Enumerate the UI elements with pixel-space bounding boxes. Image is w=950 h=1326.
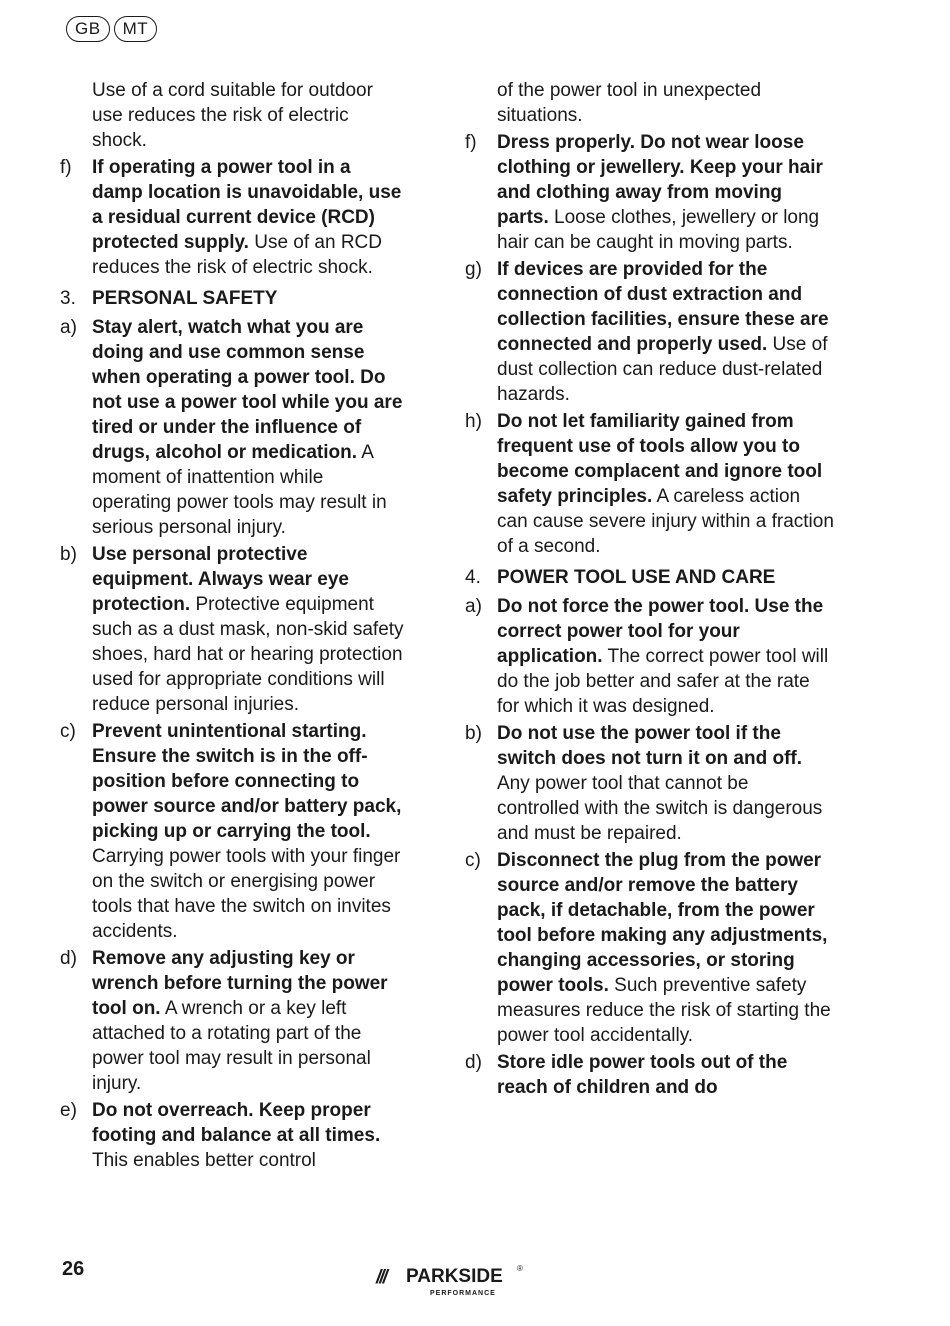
section-title: PERSONAL SAFETY: [92, 288, 278, 309]
item-label: f): [465, 132, 477, 153]
section-number: 3.: [60, 288, 76, 309]
item-explanation: Use of dust collection can reduce dust-related hazards.: [497, 334, 828, 405]
item-instruction: Do not let familiarity gained from frequent use of tools allow you to become complacent and ignore tool safety principles.: [497, 411, 823, 507]
item-explanation: The correct power tool will do the job better and safer at the rate for which it was designed.: [497, 646, 829, 717]
item-label: e): [60, 1100, 77, 1121]
list-item-c: [465, 848, 835, 1048]
item-explanation: A careless action can cause severe injury within a fraction of a second.: [497, 486, 834, 557]
item-explanation: Carrying power tools with your finger on the switch or energising power tools that have the switch on invites accidents.: [92, 846, 401, 942]
section-heading-3: [60, 286, 405, 311]
item-label: a): [60, 317, 77, 338]
item-explanation: This enables better control: [92, 1150, 316, 1171]
item-instruction: Remove any adjusting key or wrench before turning the power tool on.: [92, 948, 388, 1019]
item-label: d): [465, 1052, 482, 1073]
list-item-f: [60, 155, 405, 280]
item-instruction: Prevent unintentional starting. Ensure the switch is in the off-position before connecting to power source and/or battery pack, picking up or carrying the tool.: [92, 721, 402, 842]
item-instruction: Disconnect the plug from the power source and/or remove the battery pack, if detachable, from the power tool before making any adjustments, changing accessories, or storing power tools.: [497, 850, 828, 996]
section-heading-4: [465, 565, 835, 590]
list-item-c: [60, 719, 405, 944]
item-explanation: Such preventive safety measures reduce the risk of starting the power tool accidentally.: [497, 975, 831, 1046]
list-item-d: [60, 946, 405, 1096]
parkside-logo: [376, 1266, 526, 1300]
list-item-f: [465, 130, 835, 255]
list-item-e: [60, 1098, 405, 1173]
item-instruction: Do not use the power tool if the switch does not turn it on and off.: [497, 723, 803, 769]
item-label: c): [60, 721, 76, 742]
item-instruction: If devices are provided for the connection of dust extraction and collection facilities, ensure these are connected and properly used.: [497, 259, 829, 355]
list-item-h: [465, 409, 835, 559]
list-item-b: [465, 721, 835, 846]
list-item-a: [60, 315, 405, 540]
item-label: b): [60, 544, 77, 565]
item-instruction: If operating a power tool in a damp location is unavoidable, use a residual current device (RCD) protected supply.: [92, 157, 402, 253]
left-column: [60, 78, 405, 1175]
item-instruction: Do not force the power tool. Use the correct power tool for your application.: [497, 596, 824, 667]
item-label: g): [465, 259, 482, 280]
section-number: 4.: [465, 567, 481, 588]
item-label: d): [60, 948, 77, 969]
continued-text: Use of a cord suitable for outdoor use reduces the risk of electric shock.: [92, 80, 373, 151]
list-item-b: [60, 542, 405, 717]
item-instruction: Dress properly. Do not wear loose clothing or jewellery. Keep your hair and clothing away from moving parts.: [497, 132, 823, 228]
item-instruction: Stay alert, watch what you are doing and use common sense when operating a power tool. Do not use a power tool while you are tired or under the influence of drugs, alcohol or medication.: [92, 317, 403, 463]
item-explanation: Use of an RCD reduces the risk of electric shock.: [92, 232, 382, 278]
item-instruction: Use personal protective equipment. Always wear eye protection.: [92, 544, 349, 615]
right-column: [465, 78, 835, 1102]
item-instruction: Store idle power tools out of the reach of children and do: [497, 1052, 788, 1098]
list-item-a: [465, 594, 835, 719]
section-title: POWER TOOL USE AND CARE: [497, 567, 776, 588]
continued-text: of the power tool in unexpected situations.: [497, 80, 762, 126]
item-explanation: Protective equipment such as a dust mask, non-skid safety shoes, hard hat or hearing protection used for appropriate conditions will reduce personal injuries.: [92, 594, 404, 715]
language-badges: [66, 16, 157, 42]
logo-slashes-icon: ///: [376, 1267, 386, 1288]
language-badge-mt: MT: [114, 16, 158, 42]
item-explanation: A wrench or a key left attached to a rotating part of the power tool may result in personal injury.: [92, 998, 371, 1094]
page-number: 26: [62, 1258, 85, 1280]
list-item-g: [465, 257, 835, 407]
item-explanation: A moment of inattention while operating power tools may result in serious personal injury.: [92, 442, 387, 538]
item-instruction: Do not overreach. Keep proper footing and balance at all times.: [92, 1100, 381, 1146]
item-label: h): [465, 411, 482, 432]
logo-registered-mark: ®: [517, 1264, 523, 1273]
list-item-d: [465, 1050, 835, 1100]
logo-brand: PARKSIDE: [406, 1266, 503, 1287]
language-badge-gb: GB: [66, 16, 110, 42]
item-label: b): [465, 723, 482, 744]
item-label: f): [60, 157, 72, 178]
item-label: a): [465, 596, 482, 617]
item-explanation: Loose clothes, jewellery or long hair can be caught in moving parts.: [497, 207, 820, 253]
logo-subline: PERFORMANCE: [430, 1290, 496, 1297]
item-label: c): [465, 850, 481, 871]
item-explanation: Any power tool that cannot be controlled with the switch is dangerous and must be repaired.: [497, 773, 823, 844]
